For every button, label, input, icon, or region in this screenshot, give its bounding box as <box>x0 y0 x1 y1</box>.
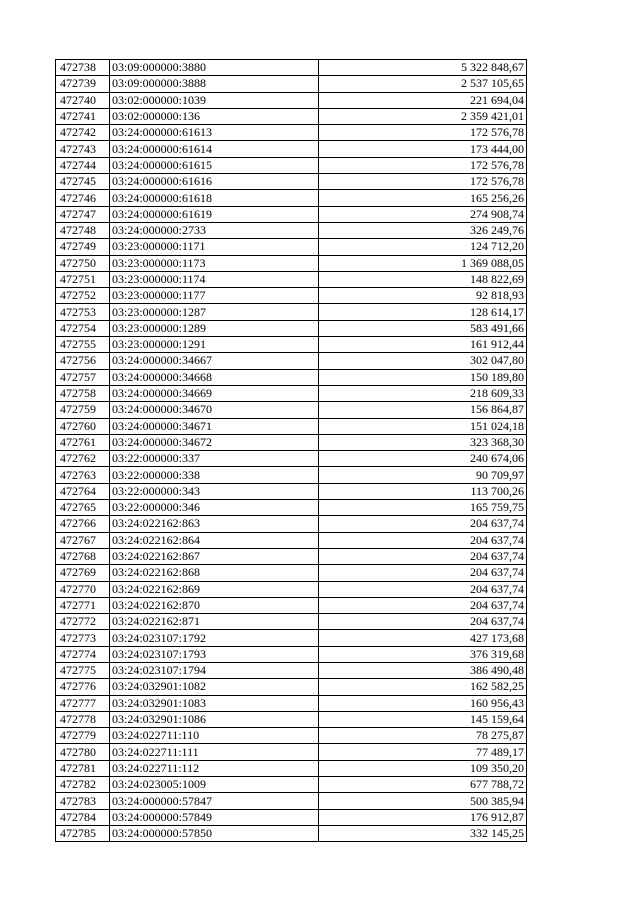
cadastral-number-cell: 03:24:000000:61613 <box>110 125 319 141</box>
cadastral-value-cell: 204 637,74 <box>319 548 527 564</box>
table-row <box>56 581 527 597</box>
table-row <box>56 516 527 532</box>
cadastral-number-cell: 03:02:000000:136 <box>110 108 319 124</box>
cadastral-value-cell: 302 047,80 <box>319 353 527 369</box>
row-number-cell: 472782 <box>56 777 110 793</box>
row-number-cell: 472770 <box>56 581 110 597</box>
row-number-cell: 472740 <box>56 92 110 108</box>
row-number-cell: 472750 <box>56 255 110 271</box>
cadastral-number-cell: 03:23:000000:1289 <box>110 320 319 336</box>
table-row <box>56 467 527 483</box>
row-number-cell: 472778 <box>56 711 110 727</box>
cadastral-value-cell: 156 864,87 <box>319 402 527 418</box>
table-row <box>56 255 527 271</box>
row-number-cell: 472764 <box>56 483 110 499</box>
table-row <box>56 548 527 564</box>
cadastral-number-cell: 03:22:000000:343 <box>110 483 319 499</box>
table-row <box>56 60 527 76</box>
cadastral-number-cell: 03:24:000000:61619 <box>110 206 319 222</box>
cadastral-number-cell: 03:23:000000:1287 <box>110 304 319 320</box>
cadastral-value-cell: 173 444,00 <box>319 141 527 157</box>
row-number-cell: 472773 <box>56 630 110 646</box>
row-number-cell: 472776 <box>56 679 110 695</box>
cadastral-number-cell: 03:24:000000:61618 <box>110 190 319 206</box>
cadastral-value-table <box>55 59 527 842</box>
cadastral-value-cell: 113 700,26 <box>319 483 527 499</box>
table-row <box>56 760 527 776</box>
row-number-cell: 472777 <box>56 695 110 711</box>
cadastral-value-cell: 150 189,80 <box>319 369 527 385</box>
cadastral-number-cell: 03:23:000000:1173 <box>110 255 319 271</box>
row-number-cell: 472745 <box>56 174 110 190</box>
cadastral-value-cell: 5 322 848,67 <box>319 60 527 76</box>
cadastral-number-cell: 03:24:023107:1794 <box>110 662 319 678</box>
cadastral-number-cell: 03:24:000000:57847 <box>110 793 319 809</box>
row-number-cell: 472761 <box>56 434 110 450</box>
cadastral-value-cell: 161 912,44 <box>319 337 527 353</box>
row-number-cell: 472762 <box>56 451 110 467</box>
row-number-cell: 472769 <box>56 565 110 581</box>
table-row <box>56 385 527 401</box>
table-row <box>56 337 527 353</box>
cadastral-value-cell: 204 637,74 <box>319 516 527 532</box>
row-number-cell: 472775 <box>56 662 110 678</box>
cadastral-value-cell: 386 490,48 <box>319 662 527 678</box>
table-row <box>56 695 527 711</box>
cadastral-value-cell: 78 275,87 <box>319 728 527 744</box>
row-number-cell: 472765 <box>56 500 110 516</box>
row-number-cell: 472748 <box>56 222 110 238</box>
row-number-cell: 472744 <box>56 157 110 173</box>
row-number-cell: 472767 <box>56 532 110 548</box>
cadastral-number-cell: 03:24:000000:34672 <box>110 434 319 450</box>
cadastral-value-cell: 176 912,87 <box>319 809 527 825</box>
row-number-cell: 472780 <box>56 744 110 760</box>
row-number-cell: 472784 <box>56 809 110 825</box>
table-row <box>56 532 527 548</box>
row-number-cell: 472738 <box>56 60 110 76</box>
cadastral-number-cell: 03:09:000000:3880 <box>110 60 319 76</box>
table-row <box>56 157 527 173</box>
cadastral-value-cell: 376 319,68 <box>319 646 527 662</box>
table-row <box>56 190 527 206</box>
table-row <box>56 711 527 727</box>
cadastral-number-cell: 03:24:022162:867 <box>110 548 319 564</box>
table-row <box>56 565 527 581</box>
row-number-cell: 472755 <box>56 337 110 353</box>
table-row <box>56 777 527 793</box>
cadastral-number-cell: 03:24:032901:1086 <box>110 711 319 727</box>
cadastral-number-cell: 03:24:022162:868 <box>110 565 319 581</box>
cadastral-value-cell: 240 674,06 <box>319 451 527 467</box>
table-row <box>56 108 527 124</box>
cadastral-number-cell: 03:24:000000:34667 <box>110 353 319 369</box>
cadastral-value-cell: 151 024,18 <box>319 418 527 434</box>
table-row <box>56 369 527 385</box>
cadastral-value-cell: 77 489,17 <box>319 744 527 760</box>
cadastral-number-cell: 03:24:000000:34670 <box>110 402 319 418</box>
cadastral-value-cell: 221 694,04 <box>319 92 527 108</box>
table-body <box>56 60 527 842</box>
row-number-cell: 472785 <box>56 825 110 841</box>
cadastral-number-cell: 03:09:000000:3888 <box>110 76 319 92</box>
cadastral-value-cell: 326 249,76 <box>319 222 527 238</box>
table-row <box>56 320 527 336</box>
cadastral-number-cell: 03:24:000000:34671 <box>110 418 319 434</box>
cadastral-value-cell: 145 159,64 <box>319 711 527 727</box>
cadastral-number-cell: 03:24:000000:34669 <box>110 385 319 401</box>
row-number-cell: 472763 <box>56 467 110 483</box>
row-number-cell: 472743 <box>56 141 110 157</box>
table-row <box>56 239 527 255</box>
cadastral-value-cell: 124 712,20 <box>319 239 527 255</box>
table-row <box>56 304 527 320</box>
row-number-cell: 472766 <box>56 516 110 532</box>
row-number-cell: 472753 <box>56 304 110 320</box>
cadastral-number-cell: 03:24:022162:870 <box>110 597 319 613</box>
row-number-cell: 472752 <box>56 288 110 304</box>
table-row <box>56 418 527 434</box>
cadastral-value-cell: 427 173,68 <box>319 630 527 646</box>
cadastral-value-cell: 204 637,74 <box>319 565 527 581</box>
cadastral-number-cell: 03:24:022711:110 <box>110 728 319 744</box>
cadastral-value-cell: 204 637,74 <box>319 581 527 597</box>
cadastral-number-cell: 03:22:000000:338 <box>110 467 319 483</box>
cadastral-value-cell: 172 576,78 <box>319 125 527 141</box>
cadastral-number-cell: 03:24:022162:863 <box>110 516 319 532</box>
cadastral-value-cell: 274 908,74 <box>319 206 527 222</box>
cadastral-number-cell: 03:24:022711:111 <box>110 744 319 760</box>
cadastral-number-cell: 03:02:000000:1039 <box>110 92 319 108</box>
table-row <box>56 206 527 222</box>
cadastral-value-cell: 332 145,25 <box>319 825 527 841</box>
table-row <box>56 793 527 809</box>
cadastral-value-cell: 109 350,20 <box>319 760 527 776</box>
cadastral-value-cell: 218 609,33 <box>319 385 527 401</box>
cadastral-number-cell: 03:24:023107:1792 <box>110 630 319 646</box>
row-number-cell: 472779 <box>56 728 110 744</box>
row-number-cell: 472768 <box>56 548 110 564</box>
row-number-cell: 472756 <box>56 353 110 369</box>
table-row <box>56 728 527 744</box>
cadastral-number-cell: 03:24:032901:1083 <box>110 695 319 711</box>
cadastral-number-cell: 03:24:022711:112 <box>110 760 319 776</box>
table-row <box>56 630 527 646</box>
cadastral-number-cell: 03:24:000000:61614 <box>110 141 319 157</box>
cadastral-number-cell: 03:24:000000:2733 <box>110 222 319 238</box>
row-number-cell: 472783 <box>56 793 110 809</box>
cadastral-number-cell: 03:23:000000:1171 <box>110 239 319 255</box>
cadastral-number-cell: 03:24:000000:57850 <box>110 825 319 841</box>
row-number-cell: 472741 <box>56 108 110 124</box>
row-number-cell: 472774 <box>56 646 110 662</box>
cadastral-number-cell: 03:24:022162:869 <box>110 581 319 597</box>
cadastral-number-cell: 03:24:032901:1082 <box>110 679 319 695</box>
cadastral-number-cell: 03:24:023107:1793 <box>110 646 319 662</box>
table-row <box>56 141 527 157</box>
table-row <box>56 614 527 630</box>
cadastral-value-cell: 500 385,94 <box>319 793 527 809</box>
row-number-cell: 472781 <box>56 760 110 776</box>
row-number-cell: 472749 <box>56 239 110 255</box>
cadastral-value-cell: 165 256,26 <box>319 190 527 206</box>
cadastral-value-cell: 148 822,69 <box>319 271 527 287</box>
table-row <box>56 451 527 467</box>
cadastral-value-cell: 2 359 421,01 <box>319 108 527 124</box>
table-row <box>56 92 527 108</box>
row-number-cell: 472739 <box>56 76 110 92</box>
cadastral-number-cell: 03:22:000000:337 <box>110 451 319 467</box>
cadastral-value-cell: 160 956,43 <box>319 695 527 711</box>
table-row <box>56 434 527 450</box>
row-number-cell: 472760 <box>56 418 110 434</box>
cadastral-value-cell: 90 709,97 <box>319 467 527 483</box>
table-row <box>56 662 527 678</box>
row-number-cell: 472747 <box>56 206 110 222</box>
row-number-cell: 472759 <box>56 402 110 418</box>
cadastral-number-cell: 03:24:000000:61616 <box>110 174 319 190</box>
cadastral-value-cell: 162 582,25 <box>319 679 527 695</box>
table-row <box>56 483 527 499</box>
table-row <box>56 809 527 825</box>
table-row <box>56 125 527 141</box>
table-row <box>56 744 527 760</box>
table-row <box>56 679 527 695</box>
table-row <box>56 174 527 190</box>
cadastral-number-cell: 03:24:000000:57849 <box>110 809 319 825</box>
cadastral-value-cell: 204 637,74 <box>319 532 527 548</box>
cadastral-value-cell: 2 537 105,65 <box>319 76 527 92</box>
table-row <box>56 597 527 613</box>
cadastral-value-cell: 323 368,30 <box>319 434 527 450</box>
row-number-cell: 472772 <box>56 614 110 630</box>
cadastral-value-cell: 128 614,17 <box>319 304 527 320</box>
table-row <box>56 288 527 304</box>
cadastral-number-cell: 03:24:000000:34668 <box>110 369 319 385</box>
cadastral-value-cell: 172 576,78 <box>319 174 527 190</box>
row-number-cell: 472742 <box>56 125 110 141</box>
table-row <box>56 500 527 516</box>
table-row <box>56 402 527 418</box>
table-row <box>56 825 527 841</box>
cadastral-number-cell: 03:22:000000:346 <box>110 500 319 516</box>
table-row <box>56 222 527 238</box>
cadastral-value-cell: 1 369 088,05 <box>319 255 527 271</box>
row-number-cell: 472771 <box>56 597 110 613</box>
table-row <box>56 271 527 287</box>
table-row <box>56 646 527 662</box>
cadastral-number-cell: 03:24:022162:871 <box>110 614 319 630</box>
cadastral-value-cell: 583 491,66 <box>319 320 527 336</box>
cadastral-number-cell: 03:23:000000:1174 <box>110 271 319 287</box>
cadastral-value-cell: 92 818,93 <box>319 288 527 304</box>
row-number-cell: 472746 <box>56 190 110 206</box>
cadastral-value-cell: 204 637,74 <box>319 597 527 613</box>
cadastral-value-cell: 204 637,74 <box>319 614 527 630</box>
row-number-cell: 472754 <box>56 320 110 336</box>
row-number-cell: 472757 <box>56 369 110 385</box>
cadastral-value-cell: 677 788,72 <box>319 777 527 793</box>
cadastral-number-cell: 03:23:000000:1177 <box>110 288 319 304</box>
cadastral-number-cell: 03:24:000000:61615 <box>110 157 319 173</box>
cadastral-value-cell: 172 576,78 <box>319 157 527 173</box>
row-number-cell: 472758 <box>56 385 110 401</box>
cadastral-number-cell: 03:23:000000:1291 <box>110 337 319 353</box>
cadastral-number-cell: 03:24:022162:864 <box>110 532 319 548</box>
cadastral-value-cell: 165 759,75 <box>319 500 527 516</box>
cadastral-number-cell: 03:24:023005:1009 <box>110 777 319 793</box>
table-row <box>56 353 527 369</box>
table-row <box>56 76 527 92</box>
row-number-cell: 472751 <box>56 271 110 287</box>
